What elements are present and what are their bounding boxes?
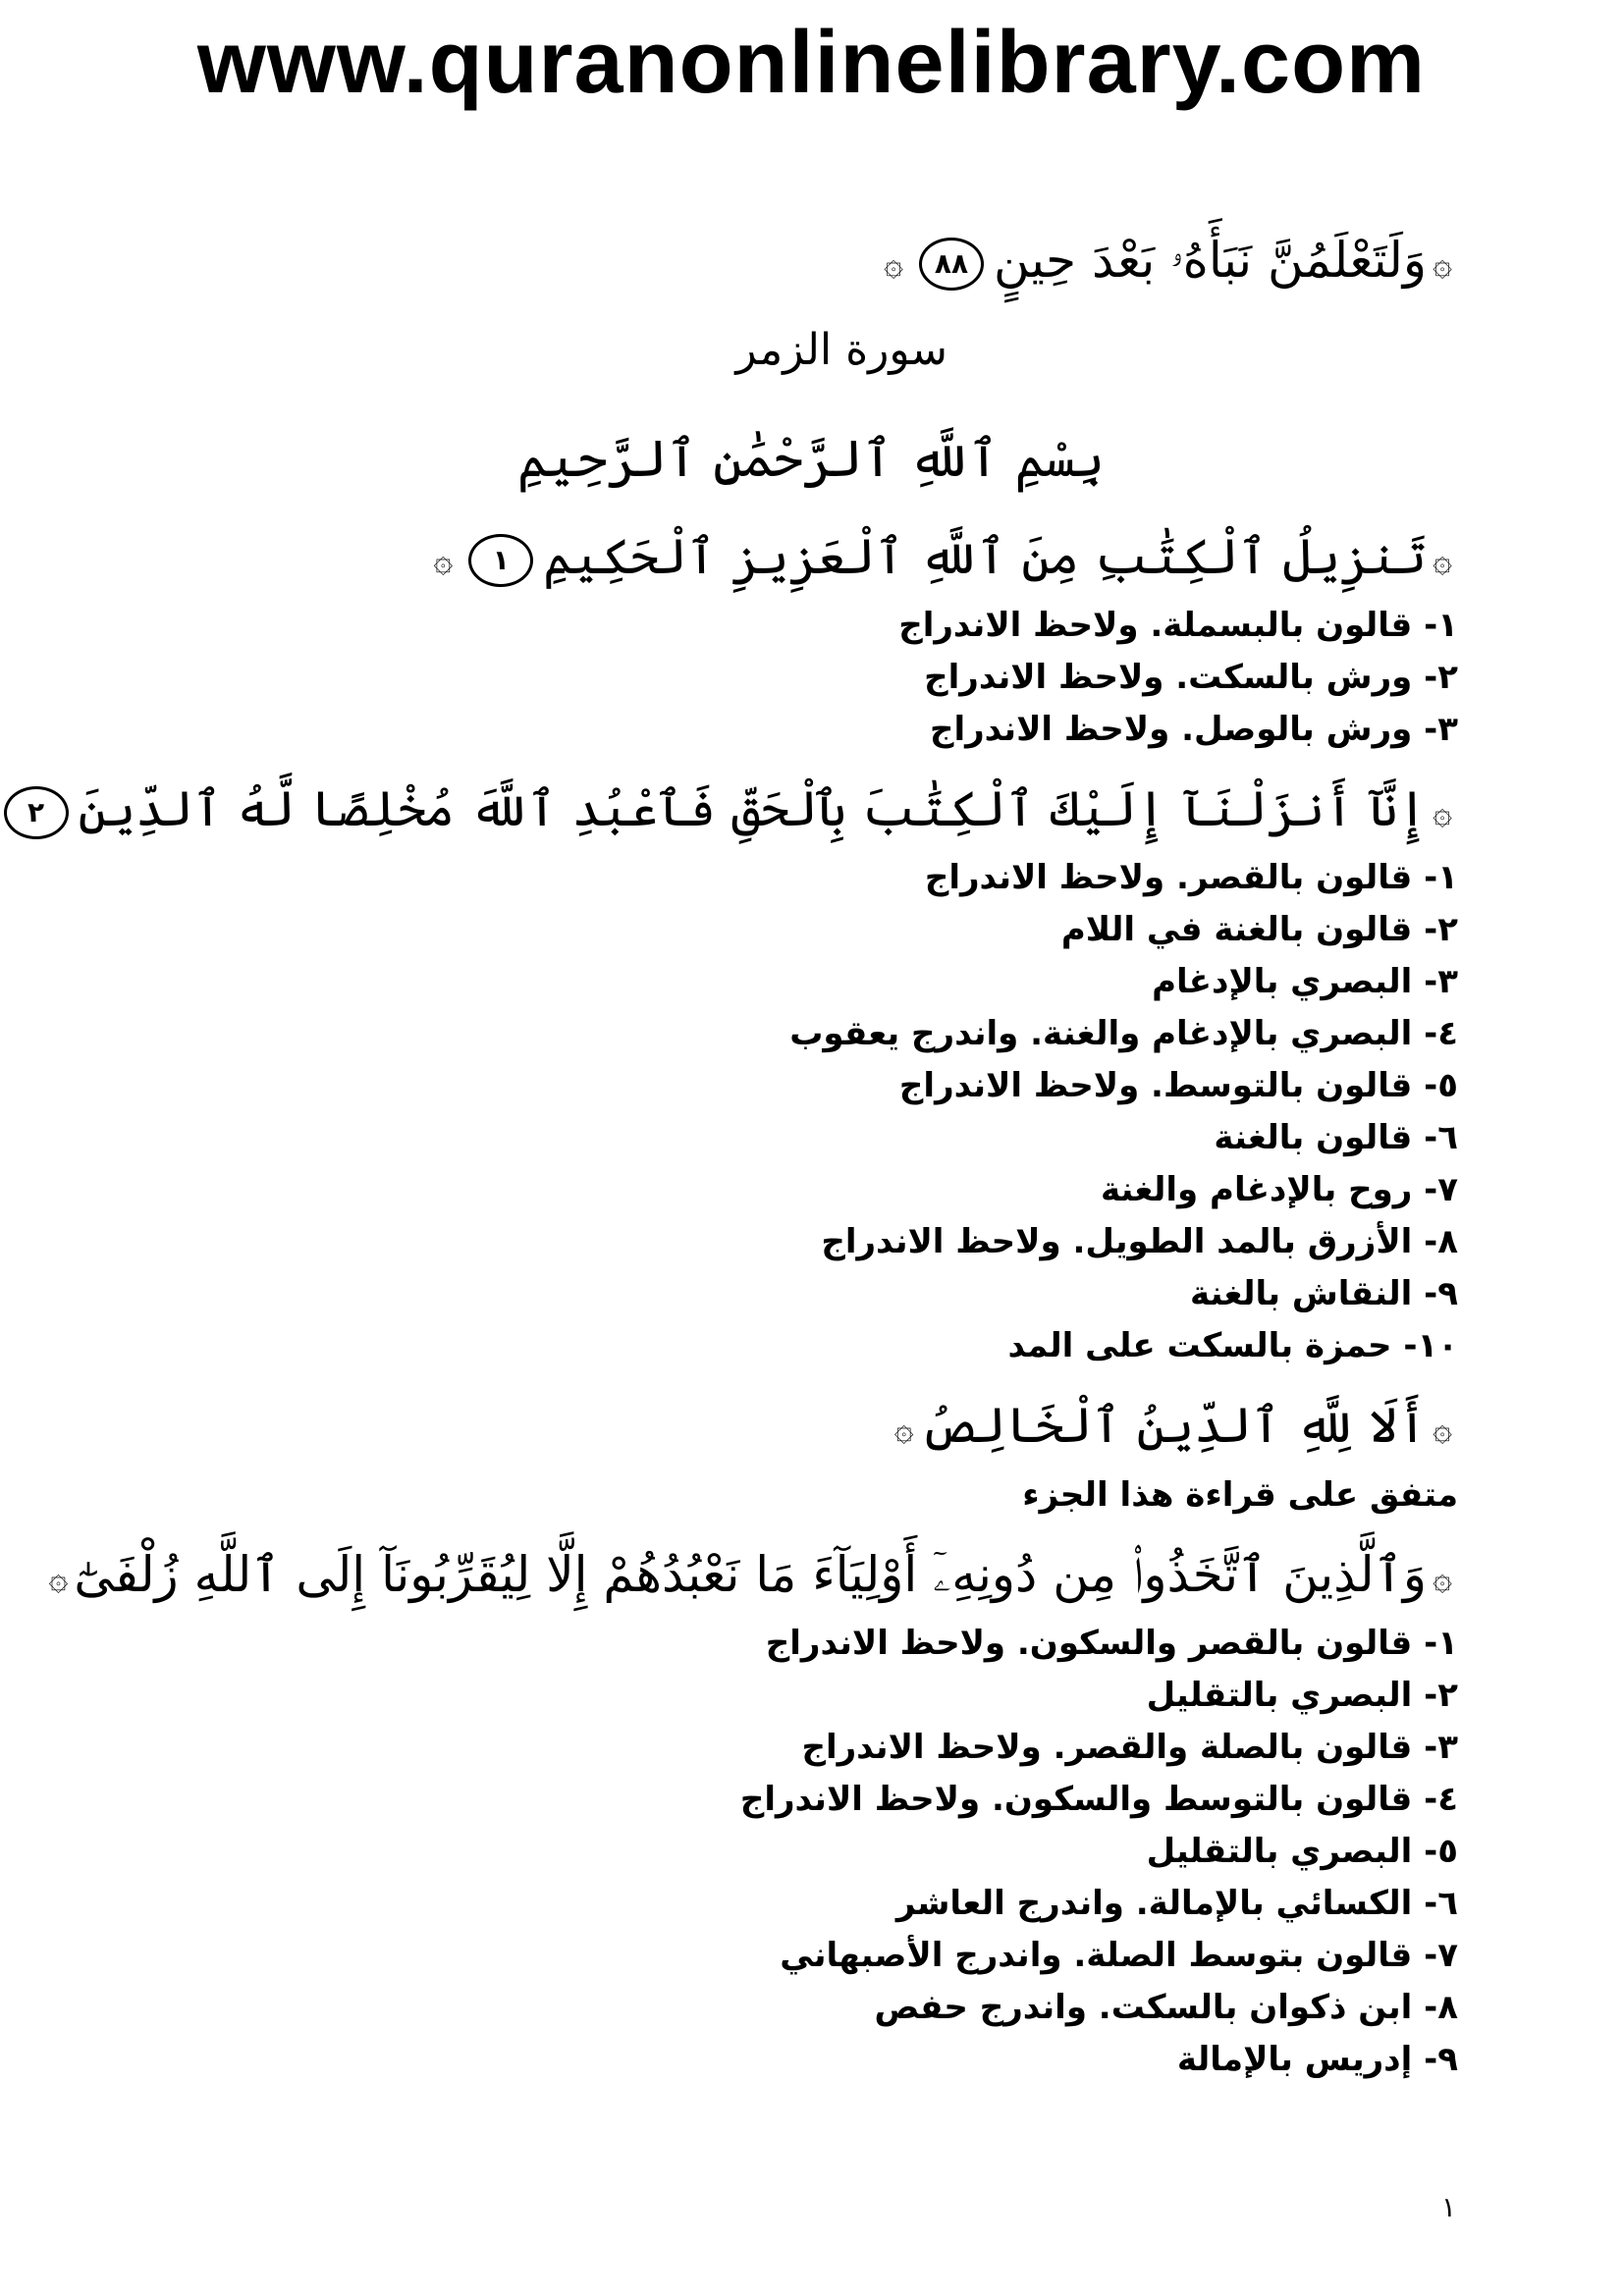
verse-text: وَٱلَّذِينَ ٱتَّخَذُوا۟ مِن دُونِهِۦٓ أَوْلِيَآءَ مَا نَعْبُدُهُمْ إِلَّا لِيُقَرِّبُونَآ إِلَى ٱللَّهِ زُلْفَىٰٓ	[74, 1546, 1428, 1603]
ornament-open-icon: ۞	[1433, 541, 1452, 580]
verse-text: وَلَتَعْلَمُنَّ نَبَأَهُۥ بَعْدَ حِينٍ	[994, 232, 1428, 289]
list-item: ١- قالون بالقصر والسكون. ولاحظ الاندراج	[765, 1624, 1458, 1663]
readings-list	[162, 600, 1458, 756]
list-item: ٣- قالون بالصلة والقصر. ولاحظ الاندراج	[801, 1728, 1458, 1767]
verse-section	[162, 517, 1458, 756]
verse-number: ٢	[4, 786, 69, 839]
ornament-open-icon: ۞	[1433, 244, 1452, 284]
page-number: ١	[1440, 2191, 1456, 2223]
verse-text: تَنزِيلُ ٱلْكِتَٰبِ مِنَ ٱللَّهِ ٱلْعَزِيزِ ٱلْحَكِيمِ	[543, 528, 1428, 585]
verse-line	[48, 1535, 1458, 1618]
verse-text: إِنَّآ أَنزَلْنَآ إِلَيْكَ ٱلْكِتَٰبَ بِٱلْحَقِّ فَٱعْبُدِ ٱللَّهَ مُخْلِصًا لَّهُ ٱلدِّينَ	[78, 780, 1428, 837]
verse-number: ٨٨	[919, 238, 984, 291]
list-item: ١- قالون بالبسملة. ولاحظ الاندراج	[898, 606, 1458, 645]
list-item: ٢- ورش بالسكت. ولاحظ الاندراج	[924, 658, 1458, 697]
previous-verse	[162, 221, 1458, 303]
list-item: ٥- قالون بالتوسط. ولاحظ الاندراج	[898, 1066, 1458, 1105]
list-item: ٤- البصري بالإدغام والغنة. واندرج يعقوب	[789, 1014, 1458, 1053]
ornament-close-icon: ۞	[433, 541, 454, 580]
list-item: ٤- قالون بالتوسط والسكون. ولاحظ الاندراج	[739, 1780, 1458, 1819]
verse-text: أَلَا لِلَّهِ ٱلدِّينُ ٱلْخَالِصُ	[919, 1397, 1428, 1454]
list-item: ٦- قالون بالغنة	[1214, 1118, 1458, 1157]
list-item: ١٠- حمزة بالسكت على المد	[1007, 1326, 1458, 1365]
ornament-open-icon: ۞	[1433, 1410, 1452, 1449]
list-item: ١- قالون بالقصر. ولاحظ الاندراج	[924, 858, 1458, 897]
agreement-note: متفق على قراءة هذا الجزء	[1022, 1475, 1458, 1515]
list-item: ٨- الأزرق بالمد الطويل. ولاحظ الاندراج	[821, 1222, 1458, 1261]
list-item: ٧- روح بالإدغام والغنة	[1100, 1170, 1458, 1209]
verse-line	[162, 1386, 1458, 1468]
page-content	[27, 221, 1458, 2086]
list-item: ٣- البصري بالإدغام	[1152, 962, 1458, 1001]
list-item: ٣- ورش بالوصل. ولاحظ الاندراج	[929, 710, 1458, 749]
readings-list	[162, 1618, 1458, 2086]
basmala: بِسْمِ ٱللَّهِ ٱلرَّحْمَٰنِ ٱلرَّحِيمِ	[516, 430, 1105, 489]
list-item: ٥- البصري بالتقليل	[1146, 1832, 1458, 1871]
ornament-close-icon: ۞	[48, 1559, 69, 1598]
list-item: ٦- الكسائي بالإمالة. واندرج العاشر	[895, 1884, 1458, 1923]
verse-section	[162, 1386, 1458, 1522]
verse-line	[162, 517, 1458, 600]
list-item: ٩- النقاش بالغنة	[1190, 1274, 1458, 1313]
list-item: ٢- البصري بالتقليل	[1146, 1676, 1458, 1715]
list-item: ٩- إدريس بالإمالة	[1176, 2040, 1458, 2079]
ornament-open-icon: ۞	[1433, 793, 1452, 832]
verse-section	[48, 1535, 1458, 2086]
verse-section	[27, 770, 1458, 1372]
ornament-open-icon: ۞	[1433, 1559, 1452, 1598]
list-item: ٢- قالون بالغنة في اللام	[1060, 910, 1458, 949]
ornament-close-icon: ۞	[884, 244, 903, 284]
readings-list	[162, 852, 1458, 1372]
ornament-close-icon: ۞	[893, 1410, 914, 1449]
site-url: www.quranonlinelibrary.com	[196, 14, 1427, 112]
verse-number: ١	[468, 534, 533, 587]
verse-line	[27, 770, 1458, 852]
surah-title: سورة الزمر	[735, 325, 947, 375]
list-item: ٧- قالون بتوسط الصلة. واندرج الأصبهاني	[780, 1936, 1458, 1975]
list-item: ٨- ابن ذكوان بالسكت. واندرج حفص	[874, 1988, 1458, 2027]
